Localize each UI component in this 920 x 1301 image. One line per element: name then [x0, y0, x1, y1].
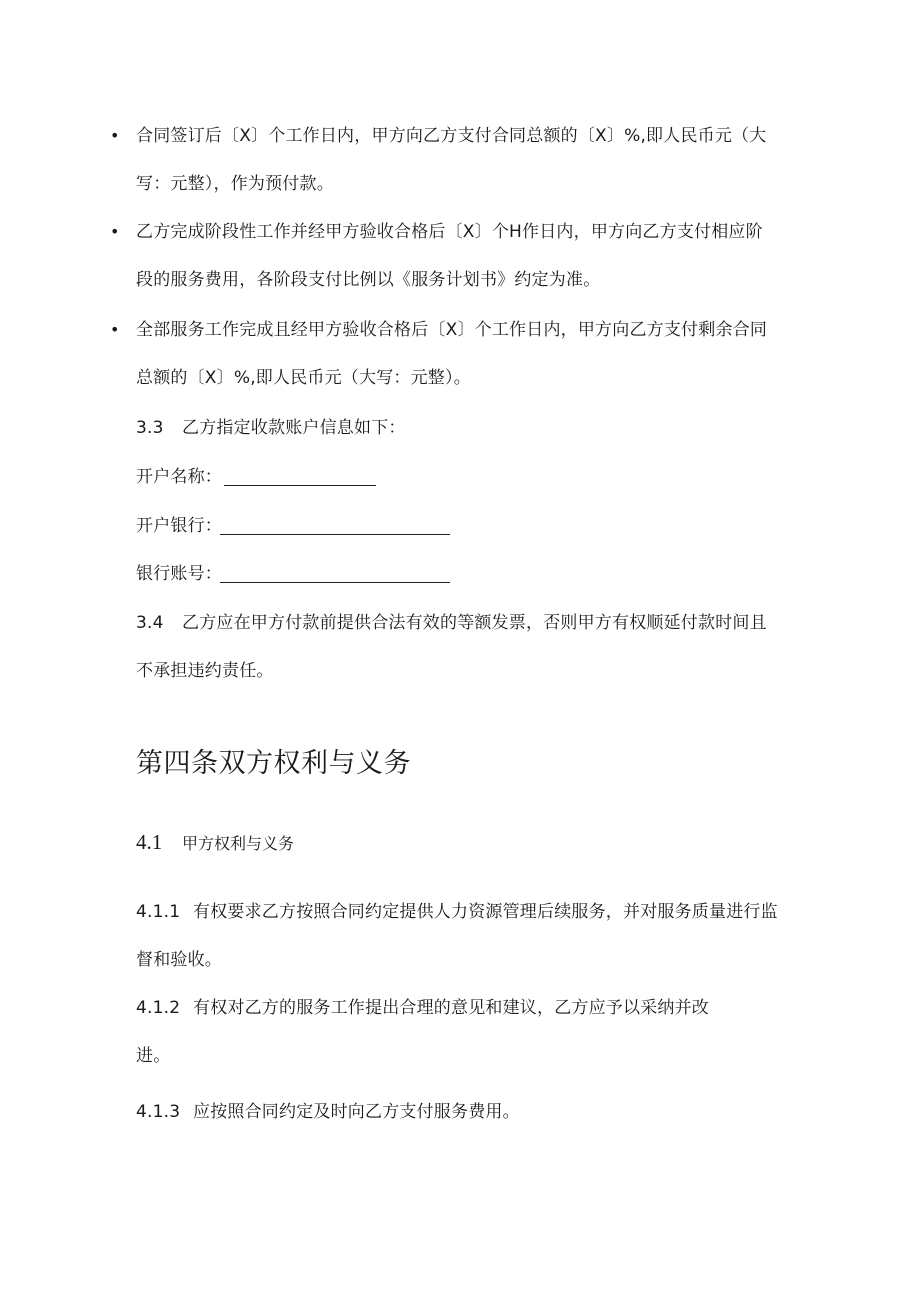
section-3-3-text: 乙方指定收款账户信息如下：: [182, 418, 406, 438]
sub-4-1-label: 甲方权利与义务: [182, 834, 295, 853]
section-3-3-number: 3.3: [136, 418, 164, 438]
clause-4-1-1-line-2: 督和验收。: [136, 950, 222, 970]
clause-4-1-2-line-2: 进。: [136, 1046, 171, 1066]
bank-name-label: 开户银行：: [136, 516, 222, 536]
account-name-label: 开户名称：: [136, 467, 222, 487]
article-4-heading: 第四条双方权利与义务: [136, 748, 411, 779]
bullet-2-line-2: 段的服务费用，各阶段支付比例以《服务计划书》约定为准。: [136, 270, 601, 290]
bullet-3-line-1: 全部服务工作完成且经甲方验收合格后〔X〕个工作日内，甲方向乙方支付剩余合同: [136, 320, 768, 340]
clause-4-1-3-number: 4.1.3: [136, 1102, 181, 1122]
section-3-4-line-1: 乙方应在甲方付款前提供合法有效的等额发票，否则甲方有权顺延付款时间且: [182, 613, 767, 633]
account-name-blank[interactable]: [224, 485, 376, 486]
bullet-marker: •: [110, 222, 120, 241]
clause-4-1-2-number: 4.1.2: [136, 998, 181, 1018]
clause-4-1-2-line-1: 有权对乙方的服务工作提出合理的意见和建议，乙方应予以采纳并改: [193, 998, 709, 1018]
bullet-3-line-2: 总额的〔X〕%,即人民币元（大写：元整）。: [136, 368, 471, 388]
bank-name-blank[interactable]: [220, 534, 450, 535]
sub-4-1-number: 4.1: [136, 830, 163, 854]
bullet-1-line-1: 合同签订后〔X〕个工作日内，甲方向乙方支付合同总额的〔X〕%,即人民币元（大: [136, 126, 767, 146]
bullet-marker: •: [110, 126, 120, 145]
clause-4-1-1-line-1: 有权要求乙方按照合同约定提供人力资源管理后续服务，并对服务质量进行监: [193, 902, 778, 922]
bullet-marker: •: [110, 320, 120, 339]
bank-account-blank[interactable]: [220, 582, 450, 583]
clause-4-1-3-line-1: 应按照合同约定及时向乙方支付服务费用。: [193, 1102, 520, 1122]
bullet-2-line-1: 乙方完成阶段性工作并经甲方验收合格后〔X〕个H作日内，甲方向乙方支付相应阶: [136, 222, 763, 242]
clause-4-1-1-number: 4.1.1: [136, 902, 181, 922]
section-3-4-number: 3.4: [136, 613, 164, 633]
bullet-1-line-2: 写：元整），作为预付款。: [136, 174, 334, 194]
section-3-4-line-2: 不承担违约责任。: [136, 661, 274, 681]
bank-account-label: 银行账号：: [136, 564, 222, 584]
